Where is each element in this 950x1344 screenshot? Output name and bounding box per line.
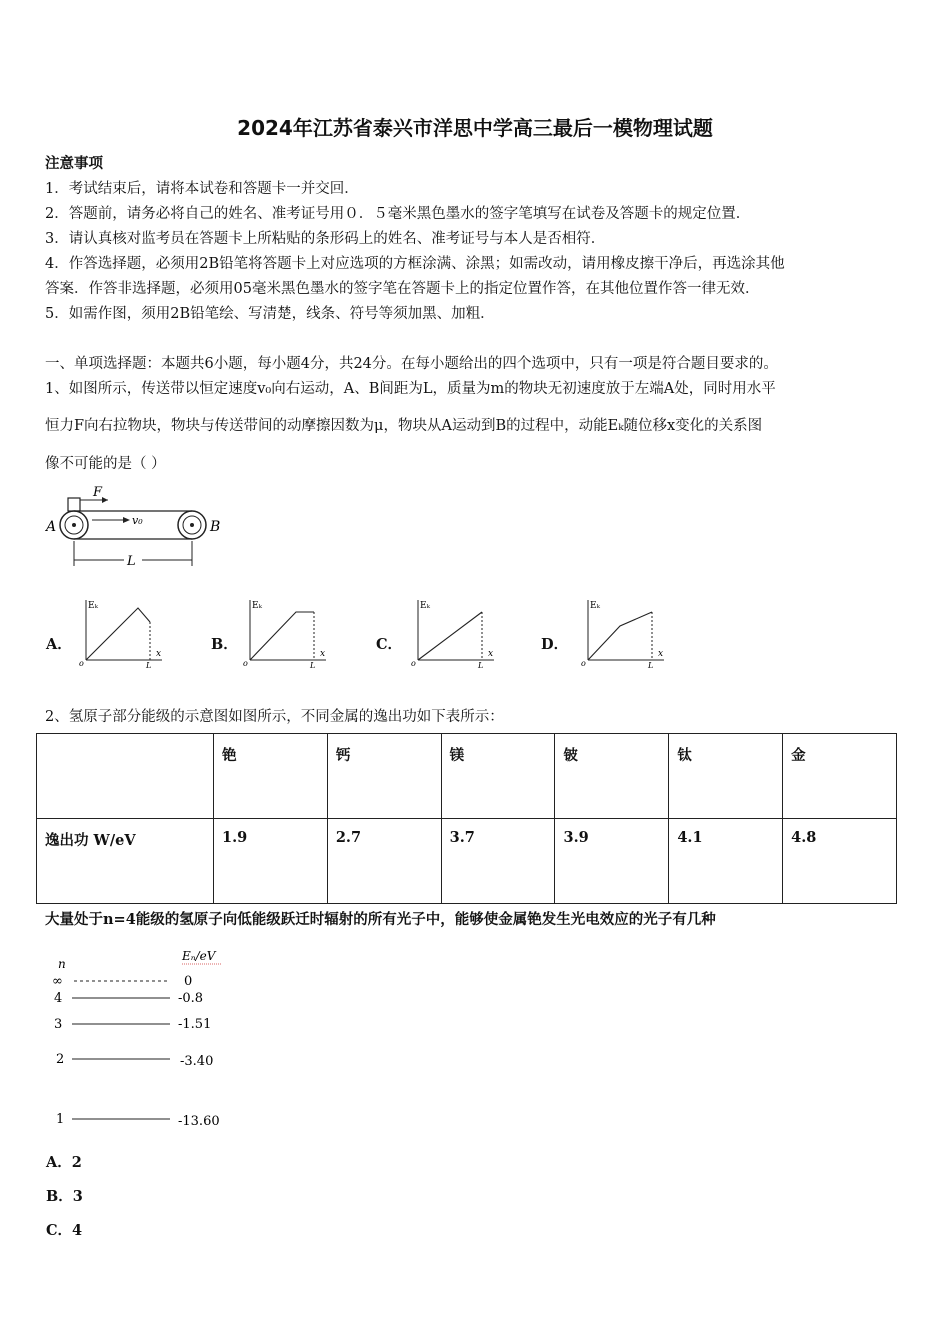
q1-stem-line: 恒力F向右拉物块，物块与传送带间的动摩擦因数为μ，物块从A运动到B的过程中，动能Eₖ随位移x变化的关系图 [45, 418, 763, 434]
notice-item: 1．考试结束后，请将本试卷和答题卡一并交回． [45, 181, 359, 197]
q1-stem-line: 像不可能的是（ ） [45, 456, 166, 472]
table-header-cell: 铯 [214, 734, 328, 819]
notice-item: 3．请认真核对监考员在答题卡上所粘贴的条形码上的姓名、准考证号与本人是否相符． [45, 231, 606, 247]
svg-text:Eₖ: Eₖ [590, 601, 600, 611]
svg-text:o: o [581, 659, 586, 668]
option-d-label[interactable]: D． [541, 636, 569, 653]
energy-level-diagram [48, 944, 248, 1134]
q2-stem: 2、氢原子部分能级的示意图如图所示，不同金属的逸出功如下表所示： [45, 709, 504, 725]
table-cell: 2.7 [327, 819, 441, 904]
svg-text:o: o [411, 659, 416, 668]
option-b[interactable]: B．3 [46, 1188, 83, 1205]
svg-text:1: 1 [56, 1112, 65, 1127]
table-header-cell: 镁 [441, 734, 555, 819]
table-header-cell: 金 [783, 734, 897, 819]
svg-text:L: L [310, 661, 316, 668]
n-axis-label: n [58, 957, 66, 971]
velocity-label: v₀ [132, 514, 143, 527]
svg-text:Eₖ: Eₖ [420, 601, 430, 611]
svg-text:Eₖ: Eₖ [252, 601, 262, 611]
work-function-table [36, 733, 897, 904]
table-header-cell: 铍 [555, 734, 669, 819]
option-c[interactable]: C．4 [46, 1222, 83, 1239]
table-row [37, 734, 897, 819]
svg-text:x: x [156, 649, 162, 659]
q1-stem-line: 1、如图所示，传送带以恒定速度v₀向右运动，A、B间距为L，质量为m的物块无初速度放于左端A处，同时用水平 [45, 381, 776, 397]
table-cell: 4.8 [783, 819, 897, 904]
conveyor-belt-figure [44, 486, 234, 574]
option-a[interactable]: A．2 [46, 1154, 82, 1171]
table-cell: 4.1 [669, 819, 783, 904]
q2-question: 大量处于n=4能级的氢原子向低能级跃迁时辐射的所有光子中，能够使金属铯发生光电效应的光子有几种 [45, 911, 716, 928]
svg-text:0: 0 [184, 974, 193, 989]
svg-text:x: x [488, 649, 494, 659]
svg-text:-1.51: -1.51 [178, 1017, 212, 1032]
svg-text:o: o [243, 659, 248, 668]
notice-item: 5．如需作图，须用2B铅笔绘、写清楚，线条、符号等须加黑、加粗． [45, 306, 495, 322]
table-cell [37, 734, 214, 819]
option-b-label[interactable]: B． [211, 636, 238, 653]
table-header-cell: 钙 [327, 734, 441, 819]
option-c-label[interactable]: C． [376, 636, 403, 653]
option-b-graph [240, 596, 332, 668]
svg-text:L: L [146, 661, 152, 668]
notice-item: 2．答题前，请务必将自己的姓名、准考证号用０．５毫米黑色墨水的签字笔填写在试卷及答题卡的规定位置． [45, 206, 751, 222]
svg-text:L: L [478, 661, 484, 668]
distance-label: L [127, 554, 136, 569]
page-title: 2024年江苏省泰兴市洋思中学高三最后一模物理试题 [237, 116, 713, 140]
svg-text:x: x [320, 649, 326, 659]
section-heading: 一、单项选择题：本题共6小题，每小题4分，共24分。在每小题给出的四个选项中，只有一项是符合题目要求的。 [45, 356, 778, 372]
notice-item: 答案．作答非选择题，必须用05毫米黑色墨水的签字笔在答题卡上的指定位置作答，在其他位置作答一律无效． [45, 281, 760, 297]
table-row [37, 819, 897, 904]
svg-text:o: o [79, 659, 84, 668]
force-label: F [93, 486, 103, 500]
table-cell: 3.9 [555, 819, 669, 904]
table-header-cell: 钛 [669, 734, 783, 819]
point-a-label: A [46, 519, 57, 535]
svg-text:2: 2 [56, 1052, 65, 1067]
option-d-graph [578, 596, 670, 668]
point-b-label: B [210, 519, 221, 535]
table-cell: 1.9 [214, 819, 328, 904]
svg-text:-13.60: -13.60 [178, 1114, 220, 1129]
option-a-label[interactable]: A． [46, 636, 72, 653]
block [68, 498, 80, 511]
svg-text:3: 3 [54, 1017, 63, 1032]
svg-text:∞: ∞ [52, 974, 63, 989]
table-row-label: 逸出功 W/eV [37, 819, 214, 904]
svg-text:-3.40: -3.40 [180, 1054, 214, 1069]
svg-text:L: L [648, 661, 654, 668]
svg-text:4: 4 [54, 991, 63, 1006]
energy-axis-label: Eₙ/eV [182, 949, 216, 963]
notice-heading: 注意事项 [45, 155, 103, 172]
notice-item: 4．作答选择题，必须用2B铅笔将答题卡上对应选项的方框涂满、涂黑；如需改动，请用橡皮擦干净后，再选涂其他 [45, 256, 785, 272]
option-a-graph [76, 596, 168, 668]
table-cell: 3.7 [441, 819, 555, 904]
svg-text:-0.8: -0.8 [178, 991, 204, 1006]
option-c-graph [408, 596, 500, 668]
svg-text:Eₖ: Eₖ [88, 601, 98, 611]
svg-text:x: x [658, 649, 664, 659]
